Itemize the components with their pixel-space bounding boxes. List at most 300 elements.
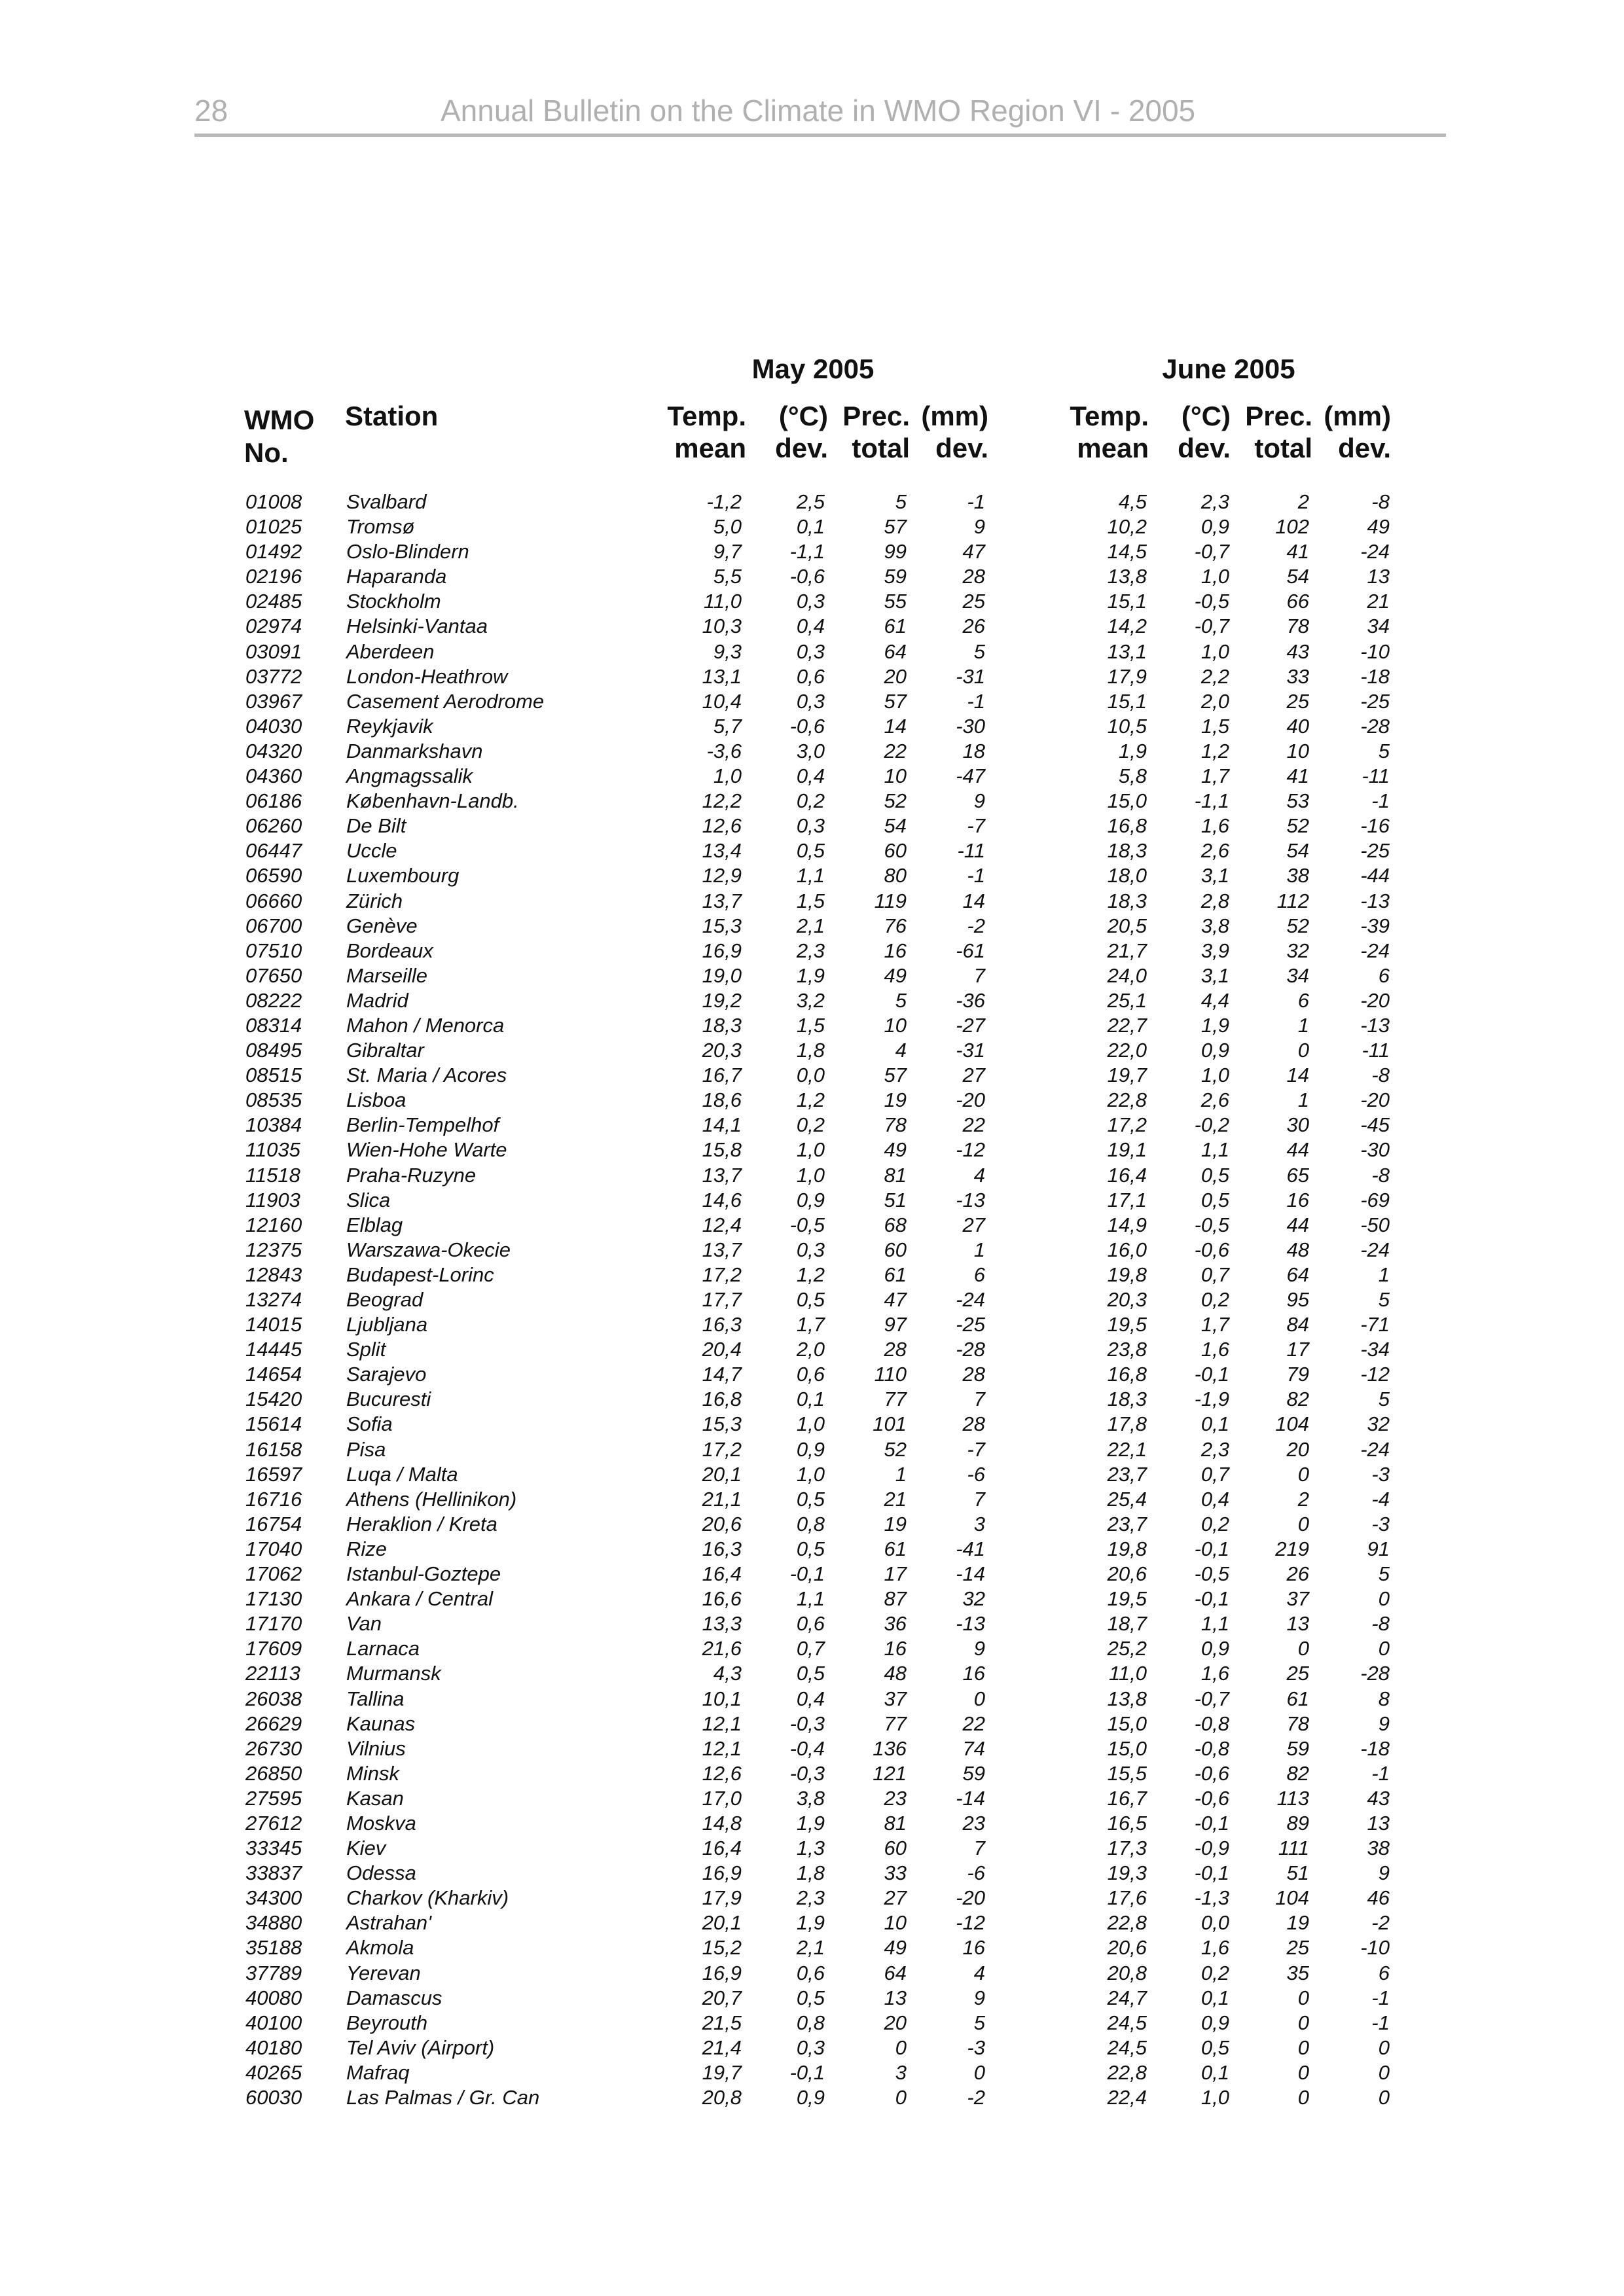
may-temp-mean: 17,2: [702, 1263, 742, 1286]
wmo-number: 03091: [245, 639, 302, 663]
may-prec-dev: 4: [973, 1163, 985, 1187]
june-temp-mean: 10,2: [1107, 515, 1147, 539]
station-name: København-Landb.: [346, 789, 519, 813]
may-temp-dev: 0,3: [796, 1238, 825, 1261]
may-total-label: total: [852, 433, 910, 463]
june-prec-total: 54: [1286, 565, 1309, 588]
may-prec-dev: 32: [962, 1587, 985, 1611]
station-name: Sarajevo: [346, 1363, 427, 1386]
station-name: Kiev: [346, 1837, 386, 1860]
station-name: Elblag: [346, 1213, 403, 1236]
col-station: Station: [345, 401, 439, 431]
may-temp-mean: 20,6: [702, 1512, 742, 1535]
june-temp-mean: 22,1: [1107, 1437, 1147, 1461]
june-temp-mean: 18,3: [1107, 839, 1147, 863]
may-temp-mean: 16,7: [702, 1064, 742, 1087]
wmo-number: 04360: [245, 764, 302, 788]
june-prec-total: 1: [1297, 1088, 1309, 1112]
table-row: [0, 914, 1624, 939]
table-row: [0, 1537, 1624, 1562]
june-prec-dev: 1: [1378, 1263, 1390, 1286]
june-temp-dev: 1,6: [1200, 1662, 1229, 1685]
may-prec-total: 3: [895, 2060, 907, 2084]
may-temp-mean: 12,6: [702, 814, 742, 838]
wmo-number: 16158: [245, 1437, 302, 1461]
may-temp-mean: 17,9: [702, 1886, 742, 1910]
june-temp-mean: 5,8: [1118, 764, 1147, 788]
june-prec-total: 54: [1286, 839, 1309, 863]
station-name: Van: [346, 1612, 382, 1636]
may-prec-dev: -14: [956, 1786, 985, 1810]
june-temp-mean: 22,0: [1107, 1039, 1147, 1062]
may-prec-total: 78: [884, 1113, 907, 1137]
may-prec-dev: -12: [956, 1138, 985, 1162]
june-prec-dev-label: dev.: [1338, 433, 1391, 463]
june-prec-dev: -8: [1371, 490, 1390, 513]
station-name: Luxembourg: [346, 864, 460, 888]
june-temp-dev: 0,5: [1200, 2036, 1229, 2059]
table-row: [0, 1712, 1624, 1737]
may-prec-dev: 18: [962, 739, 985, 762]
wmo-number: 06447: [245, 839, 302, 863]
station-name: London-Heathrow: [346, 664, 508, 688]
june-prec-dev: 0: [1378, 2060, 1390, 2084]
may-prec-total: 49: [884, 1138, 907, 1162]
may-temp-dev: 1,8: [796, 1039, 825, 1062]
june-temp-dev: 0,2: [1200, 1961, 1229, 1984]
table-row: [0, 1388, 1624, 1412]
june-mean-label: mean: [1077, 433, 1149, 463]
june-prec-dev: 8: [1378, 1687, 1390, 1710]
wmo-number: 26730: [245, 1736, 302, 1760]
table-row: [0, 1911, 1624, 1936]
station-name: Damascus: [346, 1986, 442, 2009]
wmo-number: 37789: [245, 1961, 302, 1984]
may-temp-mean: 17,0: [702, 1786, 742, 1810]
june-prec-dev: -44: [1360, 864, 1390, 888]
june-prec-total: 66: [1286, 590, 1309, 613]
wmo-number: 17170: [245, 1612, 302, 1636]
station-name: St. Maria / Acores: [346, 1064, 507, 1087]
station-name: Larnaca: [346, 1637, 420, 1660]
june-prec-total: 0: [1297, 1512, 1309, 1535]
june-temp-mean: 23,7: [1107, 1462, 1147, 1486]
month-heading-may: May 2005: [751, 353, 875, 384]
may-temp-mean: 20,7: [702, 1986, 742, 2009]
station-name: Helsinki-Vantaa: [346, 615, 488, 638]
station-name: Uccle: [346, 839, 397, 863]
may-prec-dev: -6: [967, 1861, 985, 1885]
june-prec-total: 32: [1286, 939, 1309, 962]
june-dev-label: dev.: [1178, 433, 1231, 463]
table-row: [0, 490, 1624, 515]
june-temp-mean: 18,3: [1107, 889, 1147, 912]
may-prec-dev: 22: [962, 1712, 985, 1735]
june-temp-dev: 1,7: [1200, 764, 1229, 788]
wmo-number: 12375: [245, 1238, 302, 1261]
june-prec-dev: 5: [1378, 739, 1390, 762]
june-temp-mean: 20,3: [1107, 1288, 1147, 1311]
june-prec-total: 34: [1286, 963, 1309, 987]
table-row: [0, 789, 1624, 814]
june-temp-mean: 13,8: [1107, 1687, 1147, 1710]
may-prec-dev: -61: [956, 939, 985, 962]
may-temp-mean: 10,1: [702, 1687, 742, 1710]
may-prec-dev: 1: [973, 1238, 985, 1261]
wmo-number: 11035: [245, 1138, 300, 1162]
col-wmo-line1: WMO: [244, 404, 315, 435]
may-prec-total: 121: [873, 1761, 907, 1785]
may-temp-dev: 1,2: [796, 1263, 825, 1286]
may-prec-total: 52: [884, 789, 907, 813]
may-temp-mean: 5,5: [713, 565, 742, 588]
station-name: Bordeaux: [346, 939, 433, 962]
june-prec-total: 37: [1286, 1587, 1309, 1611]
station-name: Yerevan: [346, 1961, 421, 1984]
june-prec-dev: 21: [1367, 590, 1390, 613]
may-prec-dev: 22: [962, 1113, 985, 1137]
may-temp-dev: 0,9: [796, 2086, 825, 2109]
may-temp-mean: 20,8: [702, 2086, 742, 2109]
may-temp-mean: 17,2: [702, 1437, 742, 1461]
may-temp-dev: -0,3: [789, 1712, 825, 1735]
may-prec-total: 81: [884, 1811, 907, 1835]
table-row: [0, 1562, 1624, 1587]
may-prec-dev: -7: [967, 1437, 985, 1461]
table-row: [0, 1338, 1624, 1363]
june-temp-mean: 1,9: [1118, 739, 1147, 762]
may-temp-mean: 14,7: [702, 1363, 742, 1386]
wmo-number: 10384: [245, 1113, 302, 1137]
station-name: Beyrouth: [346, 2011, 428, 2034]
may-temp-mean: 16,9: [702, 939, 742, 962]
june-temp-mean: 19,3: [1107, 1861, 1147, 1885]
may-prec-total: 64: [884, 639, 907, 663]
table-row: [0, 690, 1624, 715]
may-temp-mean: 15,8: [702, 1138, 742, 1162]
june-temp-mean: 25,1: [1107, 988, 1147, 1012]
june-prec-dev: -3: [1371, 1512, 1390, 1535]
may-prec-total: 5: [895, 490, 907, 513]
may-temp-mean: -3,6: [706, 739, 742, 762]
june-temp-mean: 16,5: [1107, 1811, 1147, 1835]
may-temp-mean: 15,3: [702, 1412, 742, 1436]
may-temp-dev: 0,5: [796, 1288, 825, 1311]
station-name: Las Palmas / Gr. Can: [346, 2086, 540, 2109]
wmo-number: 16716: [245, 1487, 302, 1511]
may-temp-dev: 0,6: [796, 1961, 825, 1984]
wmo-number: 34300: [245, 1886, 302, 1910]
may-temp-mean: 12,4: [702, 1213, 742, 1236]
june-prec-dev: -50: [1360, 1213, 1390, 1236]
june-prec-dev: -1: [1371, 2011, 1390, 2034]
may-prec-dev: -24: [956, 1288, 985, 1311]
table-row: [0, 640, 1624, 665]
table-row: [0, 1587, 1624, 1612]
june-prec-dev: -24: [1360, 1437, 1390, 1461]
may-prec-total: 23: [884, 1786, 907, 1810]
june-prec-dev: 6: [1378, 1961, 1390, 1984]
june-temp-dev: 0,4: [1200, 1487, 1229, 1511]
june-temp-mean: 24,5: [1107, 2036, 1147, 2059]
june-prec-dev: -34: [1360, 1338, 1390, 1361]
may-prec-dev: 74: [962, 1736, 985, 1760]
station-name: Casement Aerodrome: [346, 689, 545, 713]
may-prec-dev: -3: [967, 2036, 985, 2059]
may-prec-dev: 9: [973, 515, 985, 539]
june-temp-dev: -0,8: [1194, 1736, 1229, 1760]
may-temp-dev: 1,2: [796, 1088, 825, 1112]
may-prec-total: 16: [884, 1637, 907, 1660]
may-prec-dev: -13: [956, 1188, 985, 1211]
station-name: Pisa: [346, 1437, 386, 1461]
june-temp-dev: 1,5: [1200, 714, 1229, 738]
station-name: Murmansk: [346, 1662, 441, 1685]
may-prec-total: 1: [895, 1462, 907, 1486]
june-prec-dev: -1: [1371, 1761, 1390, 1785]
may-temp-mean: 19,0: [702, 963, 742, 987]
may-temp-dev: 0,5: [796, 1662, 825, 1685]
may-prec-total: 99: [884, 540, 907, 564]
station-name: Berlin-Tempelhof: [346, 1113, 499, 1137]
table-row: [0, 1886, 1624, 1911]
may-temp-dev: 1,0: [796, 1412, 825, 1436]
station-name: Bucuresti: [346, 1388, 431, 1411]
wmo-number: 03967: [245, 689, 302, 713]
may-temp-dev: 1,0: [796, 1462, 825, 1486]
june-prec-total: 35: [1286, 1961, 1309, 1984]
may-prec-total: 60: [884, 1837, 907, 1860]
wmo-number: 01008: [245, 490, 302, 513]
may-prec-total: 64: [884, 1961, 907, 1984]
may-temp-dev: -0,5: [789, 1213, 825, 1236]
may-prec-total: 97: [884, 1313, 907, 1336]
table-row: [0, 1363, 1624, 1388]
june-prec-dev: -25: [1360, 689, 1390, 713]
june-temp-mean: 17,6: [1107, 1886, 1147, 1910]
may-prec-dev: 4: [973, 1961, 985, 1984]
june-prec-total: 25: [1286, 1936, 1309, 1960]
may-temp-dev: -0,1: [789, 1562, 825, 1586]
june-prec-total: 79: [1286, 1363, 1309, 1386]
may-prec-dev: 9: [973, 789, 985, 813]
table-row: [0, 864, 1624, 889]
may-prec-dev: -47: [956, 764, 985, 788]
may-prec-total: 51: [884, 1188, 907, 1211]
may-prec-total: 48: [884, 1662, 907, 1685]
table-row: [0, 1962, 1624, 1986]
may-temp-dev: -1,1: [789, 540, 825, 564]
may-prec-dev: -7: [967, 814, 985, 838]
may-dev-label: dev.: [775, 433, 828, 463]
may-prec-dev: 0: [973, 2060, 985, 2084]
may-temp-mean: 13,7: [702, 1163, 742, 1187]
june-temp-mean: 14,9: [1107, 1213, 1147, 1236]
table-row: [0, 515, 1624, 540]
wmo-number: 17130: [245, 1587, 302, 1611]
may-temp-dev: 0,2: [796, 789, 825, 813]
may-temp-mean: 16,8: [702, 1388, 742, 1411]
june-temp-dev: -0,1: [1194, 1363, 1229, 1386]
table-row: [0, 1463, 1624, 1488]
may-temp-dev: 1,1: [796, 864, 825, 888]
june-prec-dev: -18: [1360, 1736, 1390, 1760]
may-temp-mean: 9,7: [713, 540, 742, 564]
wmo-number: 01025: [245, 515, 302, 539]
table-row: [0, 964, 1624, 989]
june-prec-unit: (mm): [1324, 401, 1391, 431]
may-prec-total: 37: [884, 1687, 907, 1710]
june-prec-total: 0: [1297, 1637, 1309, 1660]
may-prec-total: 0: [895, 2036, 907, 2059]
may-temp-dev: -0,1: [789, 2060, 825, 2084]
may-prec-total: 60: [884, 839, 907, 863]
june-temp-dev: 0,5: [1200, 1188, 1229, 1211]
may-prec-total: 136: [873, 1736, 907, 1760]
june-temp-dev: -0,1: [1194, 1587, 1229, 1611]
june-temp-mean: 20,6: [1107, 1562, 1147, 1586]
table-row: [0, 1812, 1624, 1837]
june-temp-dev: -0,9: [1194, 1837, 1229, 1860]
may-prec-total: 81: [884, 1163, 907, 1187]
may-prec-dev: 47: [962, 540, 985, 564]
may-temp-dev: 1,7: [796, 1313, 825, 1336]
june-temp-dev: 1,0: [1200, 1064, 1229, 1087]
june-prec-total: 78: [1286, 1712, 1309, 1735]
wmo-number: 08314: [245, 1013, 302, 1037]
may-temp-mean: 18,3: [702, 1013, 742, 1037]
june-prec-total: 0: [1297, 1986, 1309, 2009]
june-prec-dev: -30: [1360, 1138, 1390, 1162]
june-temp-mean: 14,2: [1107, 615, 1147, 638]
june-prec-total: 44: [1286, 1213, 1309, 1236]
june-temp-mean: 15,1: [1107, 590, 1147, 613]
may-temp-dev: 0,2: [796, 1113, 825, 1137]
station-name: Ankara / Central: [346, 1587, 493, 1611]
table-row: [0, 839, 1624, 864]
station-name: Mafraq: [346, 2060, 410, 2084]
may-prec-total: 14: [884, 714, 907, 738]
may-temp-mean: 12,6: [702, 1761, 742, 1785]
june-temp-dev: 2,8: [1200, 889, 1229, 912]
june-temp-dev: -0,6: [1194, 1761, 1229, 1785]
wmo-number: 04320: [245, 739, 302, 762]
may-temp-dev: 0,5: [796, 1537, 825, 1560]
station-name: Charkov (Kharkiv): [346, 1886, 509, 1910]
june-temp-mean: 10,5: [1107, 714, 1147, 738]
may-prec-dev: -1: [967, 689, 985, 713]
may-temp-mean: 14,1: [702, 1113, 742, 1137]
may-temp-mean: 1,0: [713, 764, 742, 788]
june-temp-dev: 0,9: [1200, 1039, 1229, 1062]
may-prec-dev: 28: [962, 1363, 985, 1386]
station-name: Minsk: [346, 1761, 399, 1785]
month-heading-june: June 2005: [1162, 353, 1295, 384]
may-temp-dev: 0,1: [796, 1388, 825, 1411]
wmo-number: 34880: [245, 1911, 302, 1935]
may-temp-dev: 1,5: [796, 889, 825, 912]
table-row: [0, 615, 1624, 639]
may-temp-dev: 0,4: [796, 764, 825, 788]
may-temp-mean: 21,1: [702, 1487, 742, 1511]
may-prec-dev: -31: [956, 664, 985, 688]
may-prec-dev: -41: [956, 1537, 985, 1560]
june-temp-dev: 0,1: [1200, 1986, 1229, 2009]
table-row: [0, 1064, 1624, 1088]
may-prec-total: 20: [884, 2011, 907, 2034]
june-temp-mean: 17,1: [1107, 1188, 1147, 1211]
june-prec-total: 10: [1286, 739, 1309, 762]
table-row: [0, 1039, 1624, 1064]
wmo-number: 03772: [245, 664, 302, 688]
may-temp-dev: 2,0: [796, 1338, 825, 1361]
june-temp-label: Temp.: [1070, 401, 1149, 431]
june-prec-total: 17: [1286, 1338, 1309, 1361]
june-prec-total: 33: [1286, 664, 1309, 688]
may-prec-total: 80: [884, 864, 907, 888]
june-prec-dev: -8: [1371, 1163, 1390, 1187]
may-prec-total: 33: [884, 1861, 907, 1885]
june-prec-total: 95: [1286, 1288, 1309, 1311]
june-prec-dev: 38: [1367, 1837, 1390, 1860]
wmo-number: 14654: [245, 1363, 302, 1386]
may-temp-dev: -0,3: [789, 1761, 825, 1785]
june-temp-dev: 0,2: [1200, 1512, 1229, 1535]
may-temp-mean: 19,7: [702, 2060, 742, 2084]
may-temp-dev: 0,9: [796, 1437, 825, 1461]
table-row: [0, 2061, 1624, 2086]
wmo-number: 06260: [245, 814, 302, 838]
june-temp-dev: 1,6: [1200, 1338, 1229, 1361]
june-temp-mean: 20,6: [1107, 1936, 1147, 1960]
june-prec-total: 25: [1286, 689, 1309, 713]
june-temp-mean: 22,8: [1107, 1911, 1147, 1935]
may-temp-mean: 13,3: [702, 1612, 742, 1636]
june-prec-total: 2: [1297, 1487, 1309, 1511]
wmo-number: 12160: [245, 1213, 302, 1236]
may-temp-mean: 20,1: [702, 1462, 742, 1486]
may-temp-dev: 1,0: [796, 1163, 825, 1187]
june-prec-total: 219: [1275, 1537, 1309, 1560]
june-temp-dev: -1,9: [1194, 1388, 1229, 1411]
june-prec-dev: 46: [1367, 1886, 1390, 1910]
june-prec-dev: 0: [1378, 1637, 1390, 1660]
may-prec-dev: -12: [956, 1911, 985, 1935]
table-row: [0, 989, 1624, 1014]
may-prec-total: 49: [884, 963, 907, 987]
wmo-number: 08535: [245, 1088, 302, 1112]
station-name: Athens (Hellinikon): [346, 1487, 517, 1511]
june-temp-mean: 17,9: [1107, 664, 1147, 688]
may-temp-mean: 9,3: [713, 639, 742, 663]
june-temp-mean: 16,0: [1107, 1238, 1147, 1261]
may-prec-dev: -13: [956, 1612, 985, 1636]
june-temp-dev: 2,0: [1200, 689, 1229, 713]
may-temp-dev: 0,7: [796, 1637, 825, 1660]
june-temp-mean: 18,3: [1107, 1388, 1147, 1411]
june-temp-mean: 13,8: [1107, 565, 1147, 588]
june-prec-total: 65: [1286, 1163, 1309, 1187]
june-temp-mean: 22,8: [1107, 1088, 1147, 1112]
june-prec-dev: -8: [1371, 1612, 1390, 1636]
may-prec-dev: -2: [967, 2086, 985, 2109]
june-temp-mean: 18,0: [1107, 864, 1147, 888]
june-temp-dev: 1,0: [1200, 639, 1229, 663]
june-temp-mean: 17,3: [1107, 1837, 1147, 1860]
may-prec-dev: 5: [973, 2011, 985, 2034]
june-prec-total: 104: [1275, 1886, 1309, 1910]
table-row: [0, 665, 1624, 690]
